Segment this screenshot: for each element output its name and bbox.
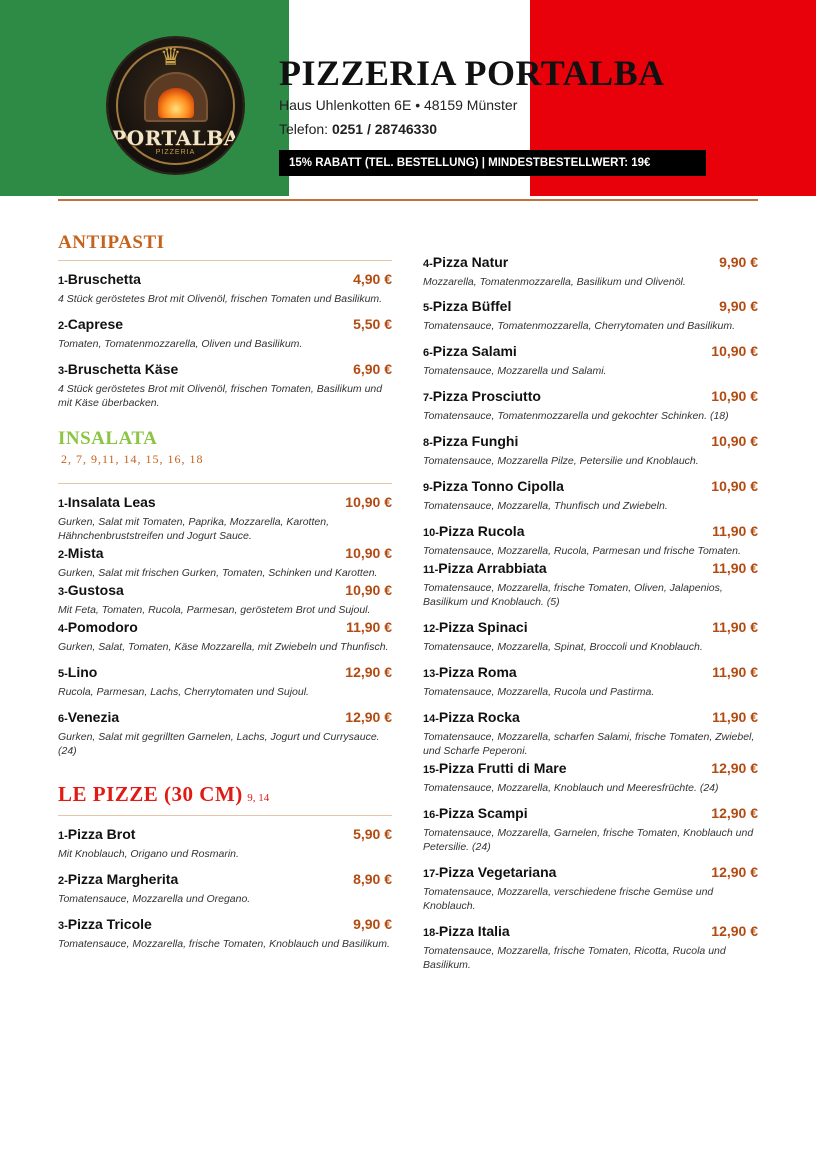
- menu-item-header: [423, 388, 758, 404]
- menu-item: [58, 709, 392, 758]
- menu-item-title: Pizza Italia: [438, 923, 510, 939]
- menu-item-title: Pizza Büffel: [432, 298, 512, 314]
- menu-item-title: Insalata Leas: [67, 494, 156, 510]
- menu-item: [423, 254, 758, 289]
- menu-item-number: 5-: [423, 302, 433, 314]
- menu-item-header: [423, 923, 758, 939]
- menu-item: [58, 871, 392, 906]
- menu-item-header: [423, 343, 758, 359]
- menu-item: [423, 478, 758, 513]
- portalba-logo: [108, 38, 243, 173]
- menu-item-header: [58, 545, 392, 561]
- menu-item-title: Pizza Rucola: [438, 523, 525, 539]
- menu-item-number: 2-: [58, 549, 68, 561]
- menu-item-title: Bruschetta Käse: [67, 361, 179, 377]
- menu-item-name: [58, 871, 178, 887]
- menu-item-number: 9-: [423, 482, 433, 494]
- phone: [279, 121, 437, 137]
- menu-item-title: Pizza Tricole: [67, 916, 152, 932]
- section-rule: [58, 815, 392, 816]
- section-title-antipasti: ANTIPASTI: [58, 232, 165, 253]
- menu-item-title: Pizza Scampi: [438, 805, 528, 821]
- menu-item-description: Tomatensauce, Mozzarella, frische Tomaten, Oliven, Jalapenios, Basilikum und Knoblauch. (5): [423, 582, 723, 608]
- menu-item-name: [423, 709, 520, 725]
- menu-item-number: 11-: [423, 564, 439, 576]
- menu-item-header: [58, 916, 392, 932]
- logo-brand-text: PORTALBA: [111, 126, 240, 150]
- menu-item-description: Tomatensauce, Mozzarella, frische Tomaten, Knoblauch und Basilikum.: [58, 938, 390, 950]
- menu-item-price: 10,90 €: [345, 494, 392, 510]
- menu-item-description: Gurken, Salat mit frischen Gurken, Tomaten, Schinken und Karotten.: [58, 567, 378, 579]
- menu-item-number: 1-: [58, 275, 68, 287]
- menu-item-number: 6-: [423, 347, 433, 359]
- menu-item-header: [423, 523, 758, 539]
- menu-item: [58, 619, 392, 654]
- menu-item: [423, 864, 758, 913]
- menu-item-price: 9,90 €: [719, 254, 758, 270]
- menu-item-name: [423, 433, 518, 449]
- menu-item-name: [423, 478, 564, 494]
- menu-item-name: [423, 805, 528, 821]
- menu-item-description: Tomatensauce, Mozzarella, Garnelen, frische Tomaten, Knoblauch und Petersilie. (24): [423, 827, 754, 853]
- menu-item: [58, 916, 392, 951]
- phone-label: Telefon:: [279, 121, 332, 137]
- menu-item-price: 10,90 €: [345, 545, 392, 561]
- menu-item-number: 12-: [423, 623, 439, 635]
- menu-item-price: 11,90 €: [712, 709, 758, 725]
- menu-item-header: [58, 619, 392, 635]
- menu-item-description: Tomatensauce, Tomatenmozzarella, Cherrytomaten und Basilikum.: [423, 320, 736, 332]
- menu-item-description: Tomatensauce, Mozzarella, scharfen Salami, frische Tomaten, Zwiebel, und Scharfe Peperoni.: [423, 731, 755, 757]
- menu-item-header: [58, 361, 392, 377]
- menu-item: [58, 361, 392, 410]
- menu-item-price: 10,90 €: [711, 478, 758, 494]
- menu-item-description: Tomatensauce, Mozzarella Pilze, Petersilie und Knoblauch.: [423, 455, 699, 467]
- promo-banner: 15% RABATT (TEL. BESTELLUNG) | MINDESTBESTELLWERT: 19€: [279, 150, 706, 176]
- menu-item: [423, 619, 758, 654]
- menu-item: [423, 343, 758, 378]
- menu-item-number: 4-: [58, 623, 68, 635]
- menu-item: [423, 298, 758, 333]
- menu-item: [423, 709, 758, 758]
- menu-item-header: [423, 254, 758, 270]
- menu-item-title: Lino: [67, 664, 98, 680]
- menu-item-number: 6-: [58, 713, 68, 725]
- phone-number[interactable]: 0251 / 28746330: [331, 121, 438, 137]
- menu-item-name: [423, 664, 517, 680]
- menu-item-price: 10,90 €: [345, 582, 392, 598]
- menu-item-title: Pizza Frutti di Mare: [438, 760, 567, 776]
- menu-item-price: 12,90 €: [345, 709, 392, 725]
- menu-item-number: 2-: [58, 320, 68, 332]
- menu-item-header: [423, 298, 758, 314]
- menu-item-number: 8-: [423, 437, 433, 449]
- pizze-allergen-note: 9, 14: [247, 792, 270, 804]
- menu-item-title: Pizza Salami: [432, 343, 517, 359]
- menu-item-price: 10,90 €: [711, 343, 758, 359]
- menu-item-description: 4 Stück geröstetes Brot mit Olivenöl, frischen Tomaten, Basilikum und mit Käse überbacken.: [58, 383, 383, 409]
- menu-item-number: 1-: [58, 830, 68, 842]
- antipasti-list: [58, 271, 392, 410]
- menu-item-header: [58, 709, 392, 725]
- menu-item-name: [423, 388, 541, 404]
- menu-item-header: [58, 871, 392, 887]
- menu-item-title: Pizza Funghi: [432, 433, 519, 449]
- menu-item-price: 9,90 €: [719, 298, 758, 314]
- address: Haus Uhlenkotten 6E • 48159 Münster: [279, 97, 518, 113]
- menu-item-description: Tomatensauce, Mozzarella, frische Tomaten, Ricotta, Rucola und Basilikum.: [423, 945, 726, 971]
- insalata-list: [58, 494, 392, 758]
- menu-item: [423, 760, 758, 795]
- section-title-insalata: INSALATA: [58, 428, 158, 449]
- menu-item-name: [58, 545, 104, 561]
- menu-item-description: Tomatensauce, Mozzarella, Spinat, Broccoli und Knoblauch.: [423, 641, 703, 653]
- menu-item-description: Rucola, Parmesan, Lachs, Cherrytomaten und Sujoul.: [58, 686, 309, 698]
- menu-item-header: [423, 478, 758, 494]
- menu-item-title: Pizza Margherita: [67, 871, 179, 887]
- insalata-allergen-note: 2, 7, 9,11, 14, 15, 16, 18: [61, 452, 204, 466]
- menu-item-price: 8,90 €: [353, 871, 392, 887]
- menu-item-header: [58, 316, 392, 332]
- menu-item-price: 5,90 €: [353, 826, 392, 842]
- menu-item-header: [423, 805, 758, 821]
- menu-item-title: Pizza Brot: [67, 826, 136, 842]
- section-rule: [58, 260, 392, 261]
- menu-item-name: [423, 560, 547, 576]
- menu-item-description: Tomaten, Tomatenmozzarella, Oliven und Basilikum.: [58, 338, 303, 350]
- menu-item-name: [423, 523, 525, 539]
- menu-item-description: Tomatensauce, Mozzarella, Rucola, Parmesan und frische Tomaten.: [423, 545, 741, 557]
- menu-item-description: Tomatensauce, Mozzarella, verschiedene frische Gemüse und Knoblauch.: [423, 886, 714, 912]
- menu-item-number: 1-: [58, 498, 68, 510]
- menu-item-number: 16-: [423, 809, 439, 821]
- menu-item-price: 10,90 €: [711, 388, 758, 404]
- menu-item-price: 10,90 €: [711, 433, 758, 449]
- menu-item-description: Tomatensauce, Mozzarella, Rucola und Pastirma.: [423, 686, 655, 698]
- menu-right-column: [423, 254, 758, 972]
- menu-item-number: 3-: [58, 365, 68, 377]
- menu-item: [58, 271, 392, 306]
- menu-item-title: Bruschetta: [67, 271, 141, 287]
- menu-item-title: Pizza Prosciutto: [432, 388, 541, 404]
- menu-item-title: Pizza Vegetariana: [438, 864, 557, 880]
- page-title: PIZZERIA PORTALBA: [279, 53, 665, 93]
- menu-item-header: [423, 709, 758, 725]
- menu-item-description: Tomatensauce, Mozzarella, Knoblauch und Meeresfrüchte. (24): [423, 782, 719, 794]
- menu-item-price: 11,90 €: [346, 619, 392, 635]
- menu-item: [58, 316, 392, 351]
- menu-item-header: [58, 582, 392, 598]
- menu-item-title: Pizza Natur: [432, 254, 509, 270]
- menu-item-name: [423, 864, 556, 880]
- menu-item-header: [423, 619, 758, 635]
- menu-item-name: [58, 709, 119, 725]
- menu-item-header: [58, 826, 392, 842]
- fire-icon: [158, 88, 194, 118]
- menu-item-title: Mista: [67, 545, 104, 561]
- menu-item-description: Mit Feta, Tomaten, Rucola, Parmesan, geröstetem Brot und Sujoul.: [58, 604, 371, 616]
- menu-item-title: Pizza Spinaci: [438, 619, 528, 635]
- menu-item-name: [58, 494, 156, 510]
- menu-item: [58, 545, 392, 580]
- menu-item-header: [58, 494, 392, 510]
- menu-item-title: Pomodoro: [67, 619, 138, 635]
- menu-item-price: 12,90 €: [711, 805, 758, 821]
- menu-item-description: Tomatensauce, Mozzarella und Salami.: [423, 365, 607, 377]
- menu-item-name: [58, 271, 141, 287]
- menu-item-name: [58, 619, 138, 635]
- menu-item-title: Pizza Rocka: [438, 709, 520, 725]
- menu-item: [58, 826, 392, 861]
- menu-item-description: Mozzarella, Tomatenmozzarella, Basilikum und Olivenöl.: [423, 276, 686, 288]
- menu-item-price: 11,90 €: [712, 664, 758, 680]
- menu-item-number: 5-: [58, 668, 68, 680]
- menu-item-description: 4 Stück geröstetes Brot mit Olivenöl, frischen Tomaten und Basilikum.: [58, 293, 383, 305]
- menu-item: [423, 805, 758, 854]
- menu-item-description: Gurken, Salat, Tomaten, Käse Mozzarella, mit Zwiebeln und Thunfisch.: [58, 641, 389, 653]
- section-title-pizze: LE PIZZE (30 CM): [58, 782, 243, 806]
- menu-item-name: [58, 826, 135, 842]
- menu-item-header: [423, 433, 758, 449]
- menu-item-name: [423, 254, 508, 270]
- menu-item-price: 12,90 €: [711, 760, 758, 776]
- menu-item-number: 3-: [58, 920, 68, 932]
- pizze-right-list: [423, 254, 758, 972]
- menu-item-title: Gustosa: [67, 582, 124, 598]
- menu-left-column: [58, 232, 392, 951]
- menu-item-number: 14-: [423, 713, 439, 725]
- menu-item-name: [423, 923, 510, 939]
- header-divider: [58, 199, 758, 201]
- menu-item-title: Venezia: [67, 709, 120, 725]
- menu-item-title: Pizza Tonno Cipolla: [432, 478, 564, 494]
- menu-item: [58, 494, 392, 543]
- menu-item: [423, 664, 758, 699]
- menu-item-name: [58, 664, 97, 680]
- menu-item-title: Pizza Roma: [438, 664, 517, 680]
- menu-item-price: 5,50 €: [353, 316, 392, 332]
- menu-item: [423, 560, 758, 609]
- menu-item-price: 12,90 €: [711, 923, 758, 939]
- menu-item-title: Pizza Arrabbiata: [438, 560, 547, 576]
- menu-item-number: 15-: [423, 764, 439, 776]
- menu-item: [423, 388, 758, 423]
- menu-item-name: [423, 760, 566, 776]
- menu-item-price: 11,90 €: [712, 619, 758, 635]
- menu-item-number: 2-: [58, 875, 68, 887]
- menu-item: [58, 582, 392, 617]
- menu-item-price: 6,90 €: [353, 361, 392, 377]
- menu-item-name: [423, 343, 517, 359]
- menu-item-number: 17-: [423, 868, 439, 880]
- section-rule: [58, 483, 392, 484]
- menu-item-number: 4-: [423, 258, 433, 270]
- menu-item-header: [423, 664, 758, 680]
- menu-item-name: [423, 619, 528, 635]
- menu-item-number: 10-: [423, 527, 439, 539]
- menu-item-description: Tomatensauce, Tomatenmozzarella und gekochter Schinken. (18): [423, 410, 729, 422]
- menu-item-name: [423, 298, 511, 314]
- menu-item-header: [58, 271, 392, 287]
- menu-item: [423, 923, 758, 972]
- menu-item-name: [58, 916, 152, 932]
- menu-item-header: [423, 560, 758, 576]
- menu-item-number: 13-: [423, 668, 439, 680]
- menu-item: [58, 664, 392, 699]
- menu-item-price: 12,90 €: [711, 864, 758, 880]
- menu-item-name: [58, 361, 178, 377]
- menu-item-name: [58, 582, 124, 598]
- pizze-left-list: [58, 826, 392, 951]
- menu-item-description: Tomatensauce, Mozzarella und Oregano.: [58, 893, 251, 905]
- menu-item-header: [423, 760, 758, 776]
- menu-item-header: [423, 864, 758, 880]
- menu-item-price: 12,90 €: [345, 664, 392, 680]
- menu-item-price: 11,90 €: [712, 560, 758, 576]
- menu-item-name: [58, 316, 123, 332]
- menu-item-price: 11,90 €: [712, 523, 758, 539]
- menu-item-price: 9,90 €: [353, 916, 392, 932]
- menu-item-description: Mit Knoblauch, Origano und Rosmarin.: [58, 848, 239, 860]
- menu-item-number: 7-: [423, 392, 433, 404]
- logo-sub-text: PIZZERIA: [155, 149, 196, 156]
- menu-item-description: Gurken, Salat mit gegrillten Garnelen, Lachs, Jogurt und Currysauce. (24): [58, 731, 380, 757]
- crown-icon: ♛: [160, 44, 182, 71]
- menu-item-number: 18-: [423, 927, 439, 939]
- menu-item-title: Caprese: [67, 316, 124, 332]
- menu-item: [423, 523, 758, 558]
- menu-item: [423, 433, 758, 468]
- menu-item-price: 4,90 €: [353, 271, 392, 287]
- menu-item-description: Tomatensauce, Mozzarella, Thunfisch und Zwiebeln.: [423, 500, 668, 512]
- menu-item-number: 3-: [58, 586, 68, 598]
- menu-item-description: Gurken, Salat mit Tomaten, Paprika, Mozzarella, Karotten, Hähnchenbruststreifen und Jogurt Sauce.: [58, 516, 329, 542]
- menu-item-header: [58, 664, 392, 680]
